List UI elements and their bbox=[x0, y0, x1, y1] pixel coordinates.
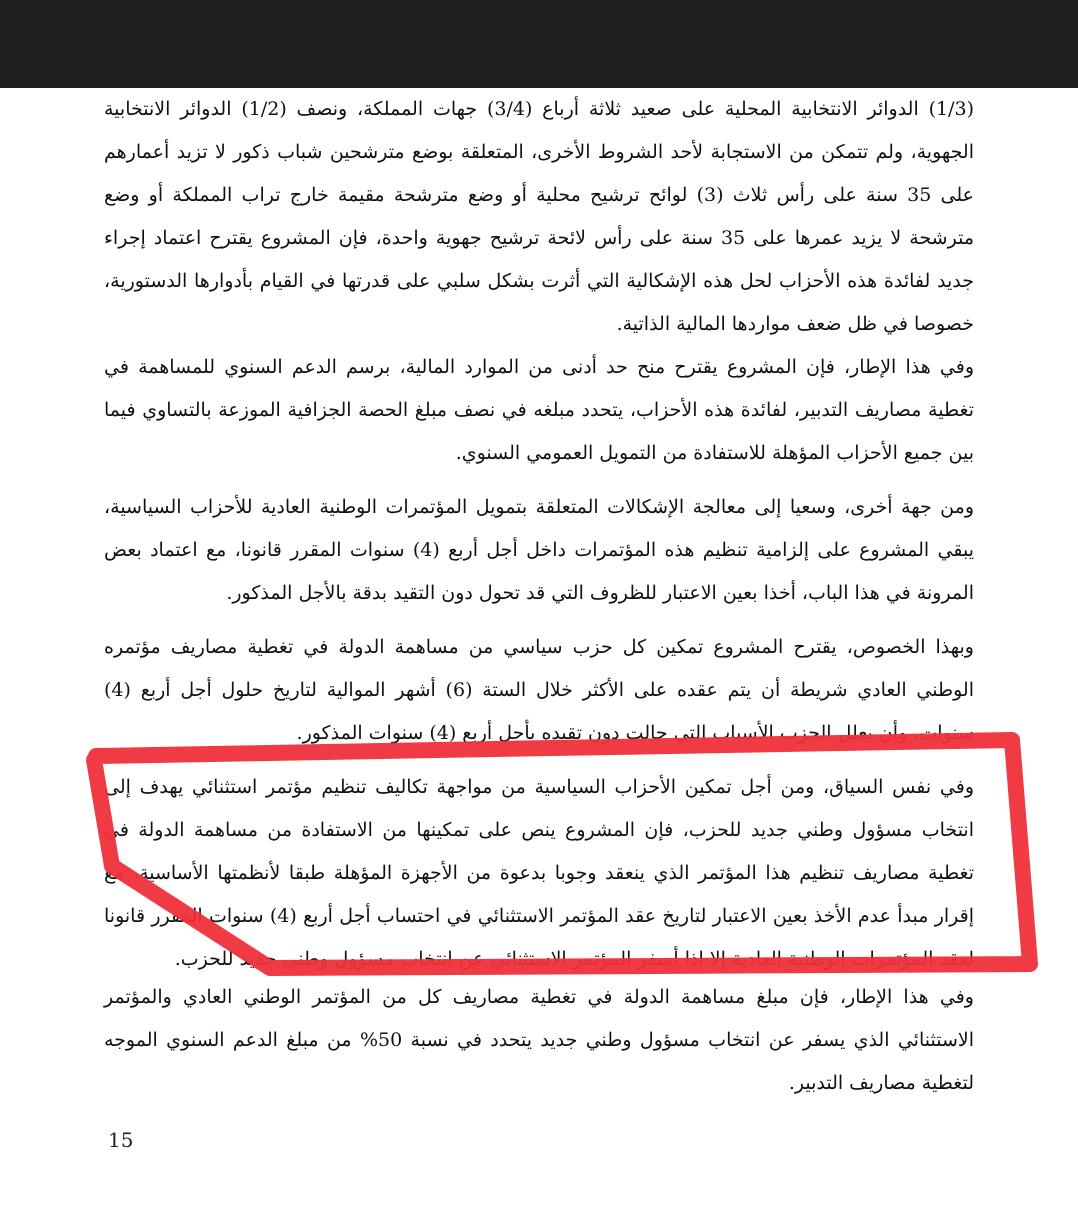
paragraph-4: وبهذا الخصوص، يقترح المشروع تمكين كل حزب سياسي من مساهمة الدولة في تغطية مصاريف مؤتمره الوطني العادي شريطة أن يتم عقده على الأكثر خلال الستة (6) أشهر الموالية لتاريخ حلول أجل أربع (4) سنوات، وأن يعلل الحزب الأسباب التي حالت دون تقيده بأجل أربع (4) سنوات المذكور. bbox=[104, 636, 974, 744]
document-page bbox=[0, 88, 1078, 1214]
paragraph-2: وفي هذا الإطار، فإن المشروع يقترح منح حد أدنى من الموارد المالية، برسم الدعم السنوي للمساهمة في تغطية مصاريف التدبير، لفائدة هذه الأحزاب، يتحدد مبلغه في نصف مبلغ الحصة الجزافية الموزعة بالتساوي فيما بين جميع الأحزاب المؤهلة للاستفادة من التمويل العمومي السنوي. bbox=[104, 356, 974, 464]
paragraph-6: وفي هذا الإطار، فإن مبلغ مساهمة الدولة في تغطية مصاريف كل من المؤتمر الوطني العادي والمؤتمر الاستثنائي الذي يسفر عن انتخاب مسؤول وطني جديد يتحدد في نسبة 50% من مبلغ الدعم السنوي الموجه لتغطية مصاريف التدبير. bbox=[104, 986, 974, 1094]
paragraph-5-highlighted: وفي نفس السياق، ومن أجل تمكين الأحزاب السياسية من مواجهة تكاليف تنظيم مؤتمر استثنائي يهدف إلى انتخاب مسؤول وطني جديد للحزب، فإن المشروع ينص على تمكينها من الاستفادة من مساهمة الدولة في تغطية مصاريف تنظيم هذا المؤتمر الذي ينعقد وجوبا بدعوة من الأجهزة المؤهلة طبقا لأنظمتها الأساسية، مع إقرار مبدأ عدم الأخذ بعين الاعتبار لتاريخ عقد المؤتمر الاستثنائي في احتساب أجل أربع (4) سنوات المقرر قانونا لعقد المؤتمرات الوطنية العادية إلا إذا أسفر المؤتمر الاستثنائي عن انتخاب مسؤول وطني جديد للحزب. bbox=[104, 776, 974, 970]
page-number: 15 bbox=[108, 1128, 134, 1152]
paragraph-3: ومن جهة أخرى، وسعيا إلى معالجة الإشكالات المتعلقة بتمويل المؤتمرات الوطنية العادية للأحزاب السياسية، يبقي المشروع على إلزامية تنظيم هذه المؤتمرات داخل أجل أربع (4) سنوات المقرر قانونا، مع اعتماد بعض المرونة في هذا الباب، أخذا بعين الاعتبار للظروف التي قد تحول دون التقيد بدقة بالأجل المذكور. bbox=[104, 496, 974, 604]
paragraph-1: (1/3) الدوائر الانتخابية المحلية على صعيد ثلاثة أرباع (3/4) جهات المملكة، ونصف (1/2) الدوائر الانتخابية الجهوية، ولم تتمكن من الاستجابة لأحد الشروط الأخرى، المتعلقة بوضع مترشحين شباب ذكور لا تزيد أعمارهم على 35 سنة على رأس ثلاث (3) لوائح ترشيح محلية أو وضع مترشحة مقيمة خارج تراب المملكة أو وضع مترشحة لا يزيد عمرها على 35 سنة على رأس لائحة ترشيح جهوية واحدة، فإن المشروع يقترح اعتماد إجراء جديد لفائدة هذه الأحزاب لحل هذه الإشكالية التي أثرت بشكل سلبي على قدرتها في القيام بأدوارها الدستورية، خصوصا في ظل ضعف مواردها المالية الذاتية. bbox=[104, 98, 974, 335]
viewer-top-bar bbox=[0, 0, 1078, 88]
